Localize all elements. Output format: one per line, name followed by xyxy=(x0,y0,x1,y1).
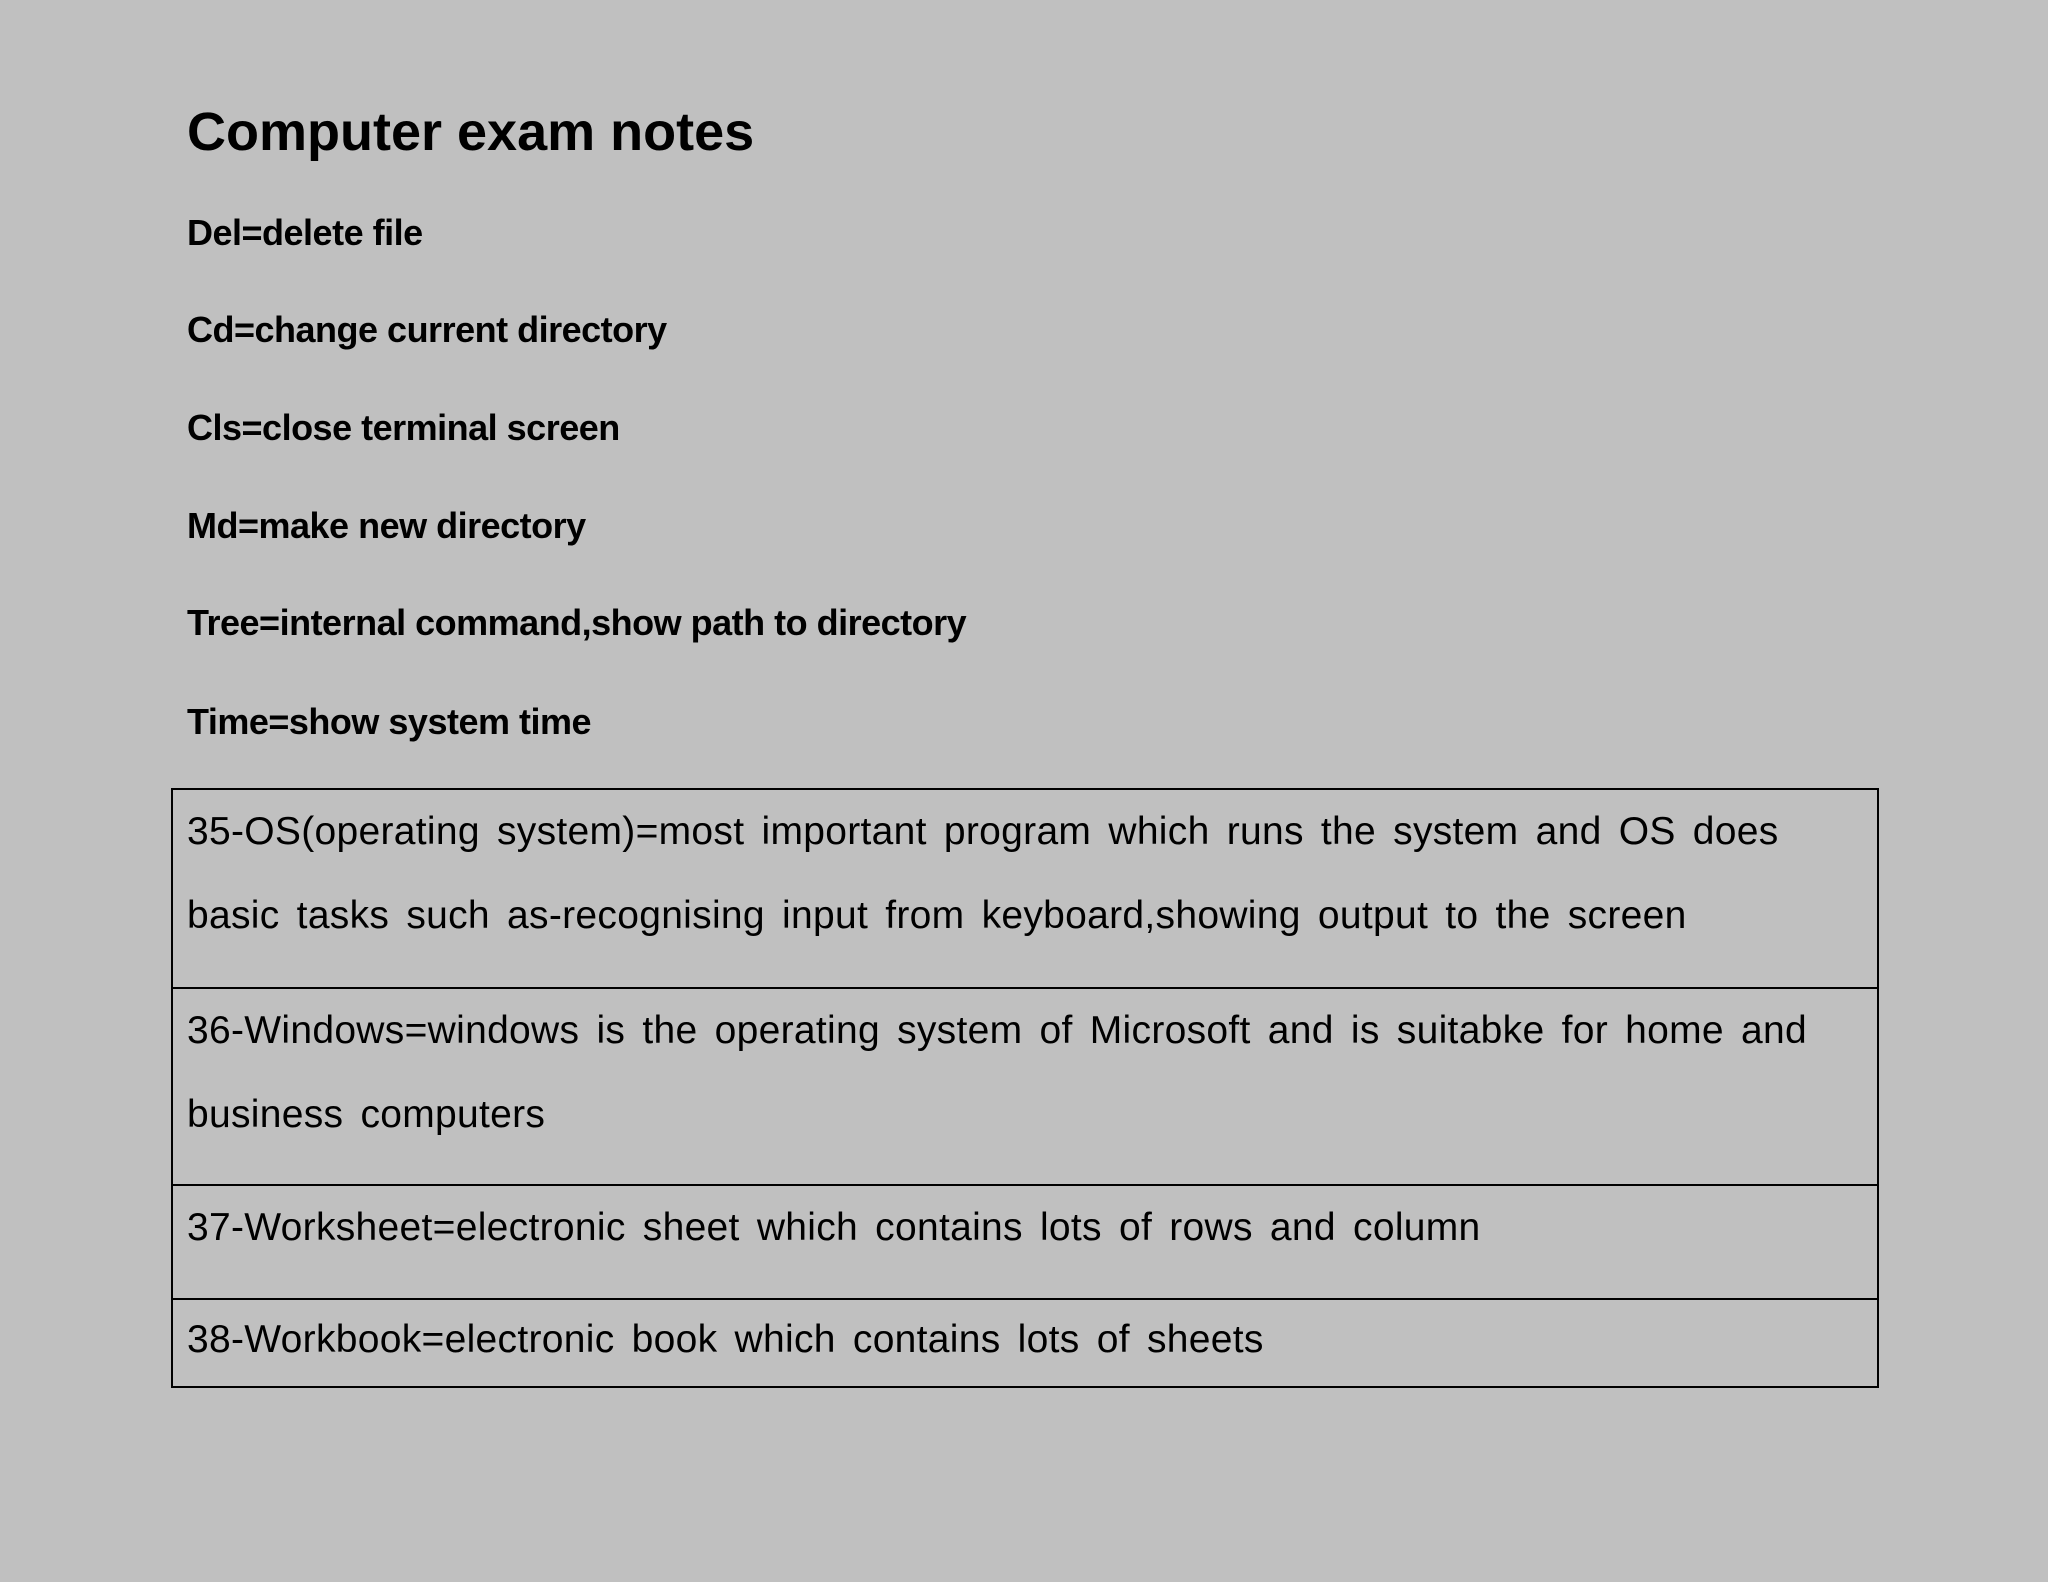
definition-workbook: 38-Workbook=electronic book which contains lots of sheets xyxy=(172,1299,1878,1387)
note-tree: Tree=internal command,show path to directory xyxy=(187,602,967,643)
table-row xyxy=(172,1185,1878,1299)
page-title: Computer exam notes xyxy=(187,102,755,162)
note-del: Del=delete file xyxy=(187,212,423,253)
definition-worksheet: 37-Worksheet=electronic sheet which contains lots of rows and column xyxy=(172,1185,1878,1299)
table-row xyxy=(172,1299,1878,1387)
definition-os: 35-OS(operating system)=most important program which runs the system and OS does basic tasks such as-recognising input from keyboard,showing output to the screen xyxy=(172,789,1878,988)
definitions-table xyxy=(171,788,1879,1388)
definition-windows: 36-Windows=windows is the operating system of Microsoft and is suitabke for home and business computers xyxy=(172,988,1878,1185)
note-cd: Cd=change current directory xyxy=(187,309,667,350)
note-cls: Cls=close terminal screen xyxy=(187,407,620,448)
note-time: Time=show system time xyxy=(187,701,592,742)
table-row xyxy=(172,988,1878,1185)
table-row xyxy=(172,789,1878,988)
note-md: Md=make new directory xyxy=(187,505,586,546)
